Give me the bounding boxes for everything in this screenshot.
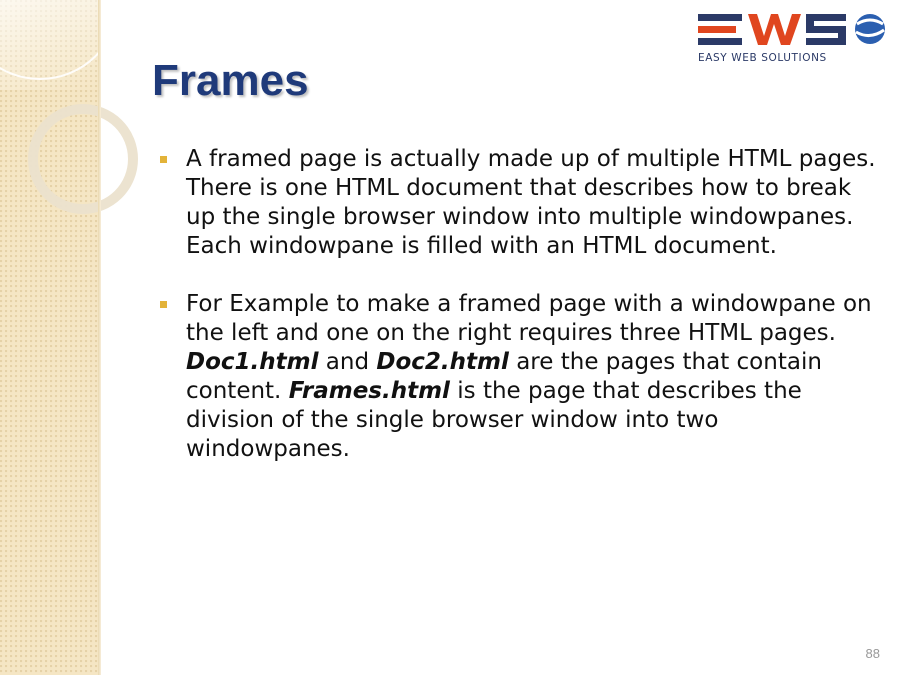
page-number: 88: [865, 646, 880, 661]
doc2-filename: Doc2.html: [376, 349, 509, 375]
bullet-square-icon: [160, 301, 167, 308]
bullet-text: A framed page is actually made up of multiple HTML pages. There is one HTML document that describes how to break up the single browser window into multiple windowpanes. Each windowpane is filled with an HTML document.: [186, 146, 876, 259]
side-band-edge: [98, 0, 101, 675]
ews-logo-mark: [694, 10, 894, 52]
bullet-list: [158, 145, 878, 493]
decorative-ring: [28, 104, 138, 214]
side-decoration-band: [0, 0, 98, 675]
bullet-text-part: and: [318, 349, 377, 375]
logo-tagline: EASY WEB SOLUTIONS: [698, 52, 827, 64]
bullet-item: [158, 290, 878, 464]
bullet-text-part: are the pages that contain content.: [186, 349, 822, 404]
bullet-text-part: is the page that describes the division of the single browser window into two windowpanes.: [186, 378, 802, 462]
frames-filename: Frames.html: [288, 378, 450, 404]
bullet-item: [158, 145, 878, 261]
slide-title: Frames: [152, 56, 309, 105]
ews-logo: [694, 10, 894, 66]
bullet-square-icon: [160, 156, 167, 163]
doc1-filename: Doc1.html: [186, 349, 319, 375]
decorative-arc-top: [0, 0, 120, 80]
bullet-text-part: For Example to make a framed page with a windowpane on the left and one on the right requires three HTML pages.: [186, 291, 872, 346]
